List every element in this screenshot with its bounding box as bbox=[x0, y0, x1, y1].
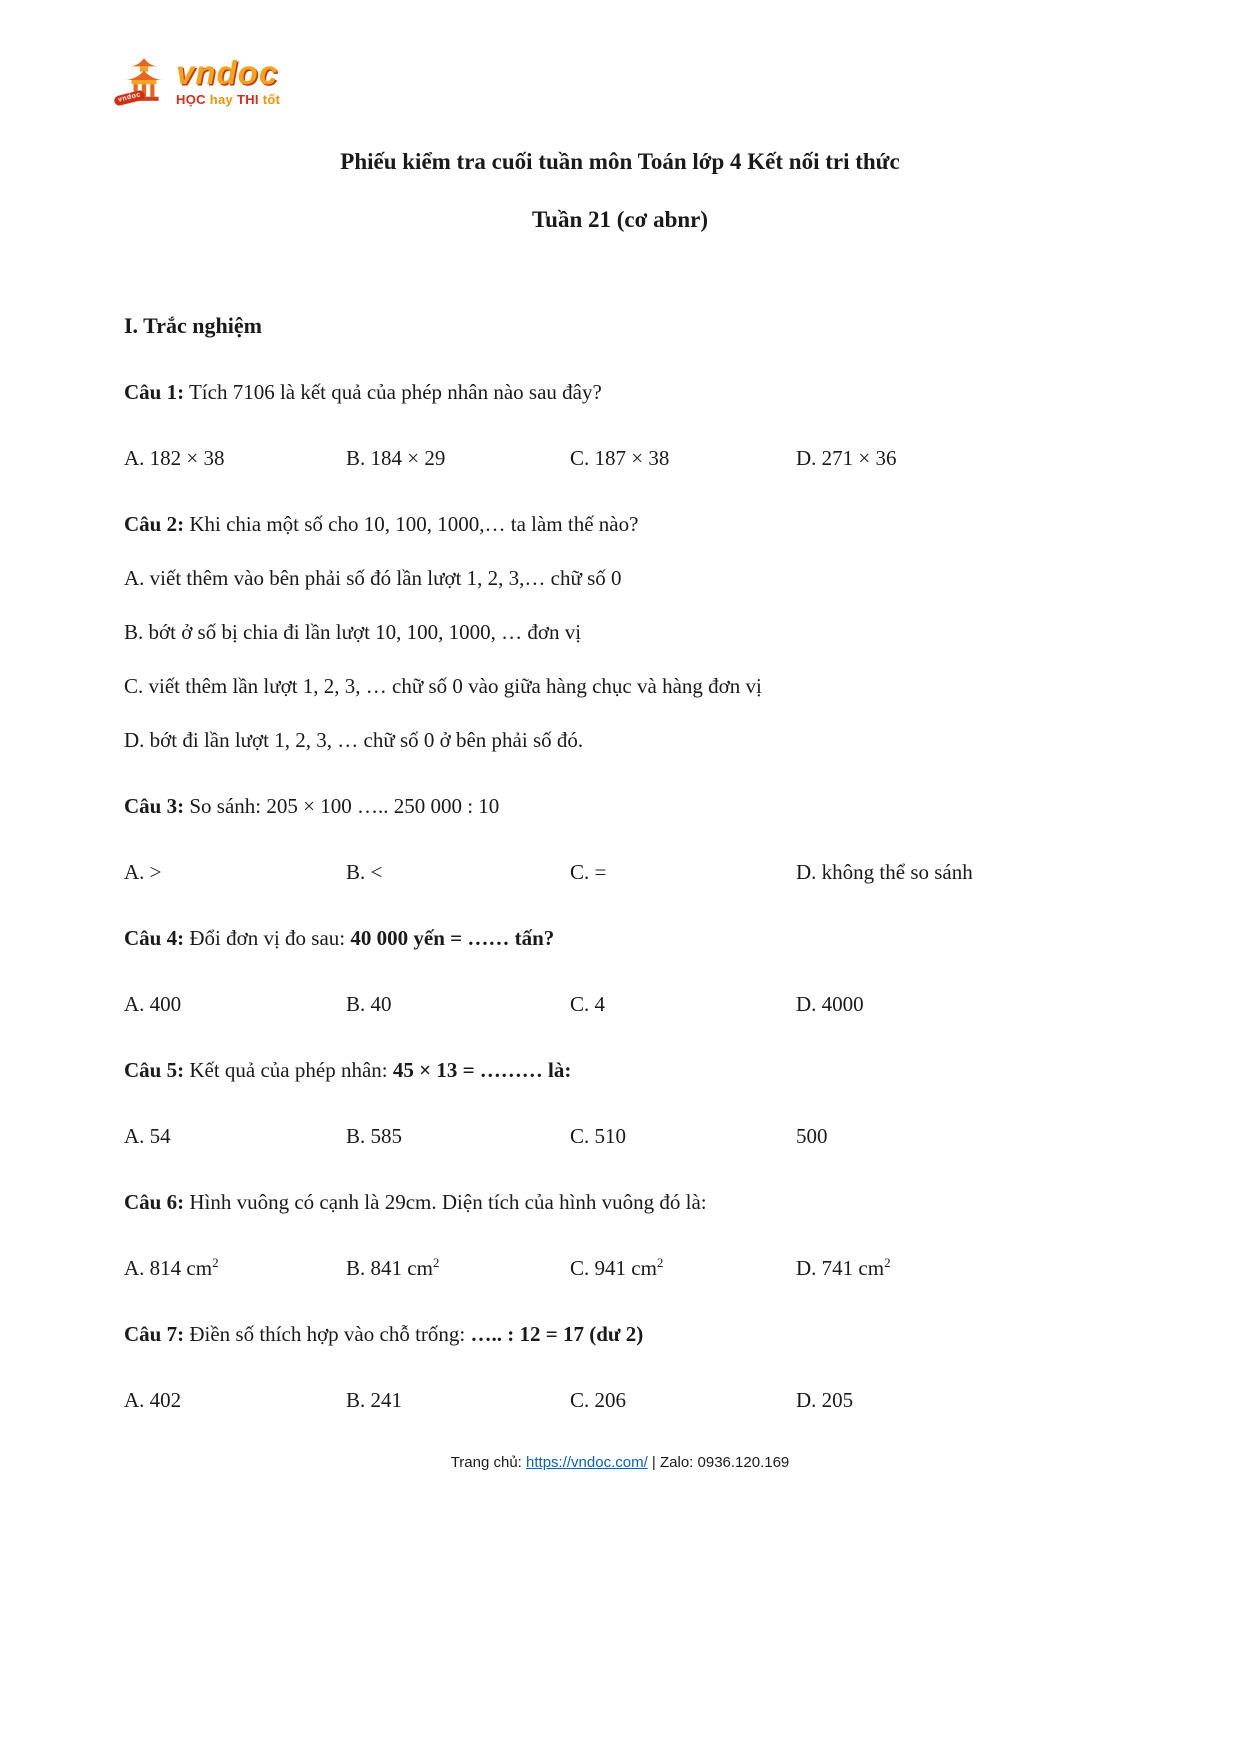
question-3-label: Câu 3: bbox=[124, 794, 185, 818]
logo-texts bbox=[176, 56, 280, 107]
question-3-option-c: C. = bbox=[570, 860, 607, 884]
question-1-text: Tích 7106 là kết quả của phép nhân nào sau đây? bbox=[184, 380, 602, 404]
question-6-option-b bbox=[346, 1253, 570, 1283]
question-4-option-d: D. 4000 bbox=[796, 992, 864, 1016]
question-4-options bbox=[124, 989, 1116, 1019]
question-6-label: Câu 6: bbox=[124, 1190, 185, 1214]
footer-home-link[interactable]: https://vndoc.com/ bbox=[526, 1454, 648, 1471]
question-7 bbox=[124, 1319, 1116, 1349]
question-3-option-a: A. > bbox=[124, 860, 162, 884]
question-2-option-c: C. viết thêm lần lượt 1, 2, 3, … chữ số 0 vào giữa hàng chục và hàng đơn vị bbox=[124, 674, 762, 698]
question-6-option-a bbox=[124, 1253, 346, 1283]
question-1 bbox=[124, 377, 1116, 407]
option-b-sup: 2 bbox=[432, 1255, 440, 1270]
question-5-option-b: B. 585 bbox=[346, 1124, 403, 1148]
section-heading: I. Trắc nghiệm bbox=[124, 313, 262, 338]
footer-zalo: Zalo: 0936.120.169 bbox=[660, 1454, 790, 1471]
question-2-options bbox=[124, 563, 1116, 755]
question-2 bbox=[124, 509, 1116, 539]
vndoc-logo bbox=[117, 0, 1116, 107]
option-d-base: D. 741 cm bbox=[796, 1256, 885, 1280]
question-3-options bbox=[124, 857, 1116, 887]
question-1-option-d: D. 271 × 36 bbox=[796, 446, 897, 470]
question-4-text: Đổi đơn vị đo sau: bbox=[184, 926, 351, 950]
question-6-options bbox=[124, 1253, 1116, 1283]
tagline-thi: THI bbox=[236, 92, 259, 107]
question-5-option-c: C. 510 bbox=[570, 1124, 627, 1148]
logo-brand-text: vndoc bbox=[176, 54, 279, 91]
question-2-option-d: D. bớt đi lần lượt 1, 2, 3, … chữ số 0 ở bên phải số đó. bbox=[124, 728, 584, 752]
page-subtitle: Tuần 21 (cơ abnr) bbox=[531, 207, 709, 232]
tagline-hoc: HỌC bbox=[176, 92, 206, 107]
question-4-option-b: B. 40 bbox=[346, 992, 392, 1016]
question-5-text: Kết quả của phép nhân: bbox=[184, 1058, 393, 1082]
option-c-sup: 2 bbox=[656, 1255, 664, 1270]
question-2-option-a: A. viết thêm vào bên phải số đó lần lượt 1, 2, 3,… chữ số 0 bbox=[124, 566, 622, 590]
question-4 bbox=[124, 923, 1116, 953]
question-1-option-a: A. 182 × 38 bbox=[124, 446, 225, 470]
question-7-option-a: A. 402 bbox=[124, 1388, 182, 1412]
question-3 bbox=[124, 791, 1116, 821]
question-7-option-d: D. 205 bbox=[796, 1388, 854, 1412]
logo-ribbon-text: vndoc bbox=[113, 89, 146, 106]
question-6-option-c bbox=[570, 1253, 796, 1283]
option-a-sup: 2 bbox=[212, 1255, 219, 1270]
question-2-option-b: B. bớt ở số bị chia đi lần lượt 10, 100, 1000, … đơn vị bbox=[124, 620, 582, 644]
question-2-text: Khi chia một số cho 10, 100, 1000,… ta làm thế nào? bbox=[184, 512, 639, 536]
question-7-options bbox=[124, 1385, 1116, 1415]
option-b-base: B. 841 cm bbox=[346, 1256, 433, 1280]
option-a-base: A. 814 cm bbox=[124, 1256, 213, 1280]
option-c-base: C. 941 cm bbox=[570, 1256, 657, 1280]
question-5-option-d: 500 bbox=[796, 1124, 828, 1148]
question-3-option-b: B. < bbox=[346, 860, 383, 884]
question-4-label: Câu 4: bbox=[124, 926, 185, 950]
question-7-option-b: B. 241 bbox=[346, 1388, 403, 1412]
question-3-text: So sánh: 205 × 100 ….. 250 000 : 10 bbox=[184, 794, 500, 818]
question-6 bbox=[124, 1187, 1116, 1217]
question-2-label: Câu 2: bbox=[124, 512, 185, 536]
question-5-bold-text: 45 × 13 = ……… là: bbox=[392, 1058, 572, 1082]
question-7-option-c: C. 206 bbox=[570, 1388, 627, 1412]
question-5 bbox=[124, 1055, 1116, 1085]
question-5-label: Câu 5: bbox=[124, 1058, 185, 1082]
footer-separator: | bbox=[647, 1454, 660, 1471]
tagline-tot: tốt bbox=[262, 92, 281, 107]
question-1-label: Câu 1: bbox=[124, 380, 185, 404]
tagline-hay: hay bbox=[209, 92, 234, 107]
question-1-option-b: B. 184 × 29 bbox=[346, 446, 446, 470]
question-7-bold-text: ….. : 12 = 17 (dư 2) bbox=[470, 1322, 644, 1346]
page-footer bbox=[0, 1452, 1240, 1474]
page-title: Phiếu kiểm tra cuối tuần môn Toán lớp 4 Kết nối tri thức bbox=[340, 149, 900, 174]
question-5-option-a: A. 54 bbox=[124, 1124, 171, 1148]
question-7-label: Câu 7: bbox=[124, 1322, 185, 1346]
logo-tagline bbox=[176, 92, 280, 107]
vndoc-logo-icon-wrap bbox=[117, 56, 168, 104]
question-1-option-c: C. 187 × 38 bbox=[570, 446, 670, 470]
question-7-text: Điền số thích hợp vào chỗ trống: bbox=[184, 1322, 471, 1346]
question-1-options bbox=[124, 443, 1116, 473]
question-4-option-a: A. 400 bbox=[124, 992, 182, 1016]
question-6-option-d bbox=[796, 1253, 1116, 1283]
footer-home-label: Trang chủ: bbox=[450, 1454, 527, 1471]
question-3-option-d: D. không thể so sánh bbox=[796, 860, 973, 884]
question-4-bold-text: 40 000 yến = …… tấn? bbox=[350, 926, 555, 950]
option-d-sup: 2 bbox=[884, 1255, 891, 1270]
question-6-text: Hình vuông có cạnh là 29cm. Diện tích của hình vuông đó là: bbox=[184, 1190, 707, 1214]
question-5-options bbox=[124, 1121, 1116, 1151]
question-4-option-c: C. 4 bbox=[570, 992, 606, 1016]
